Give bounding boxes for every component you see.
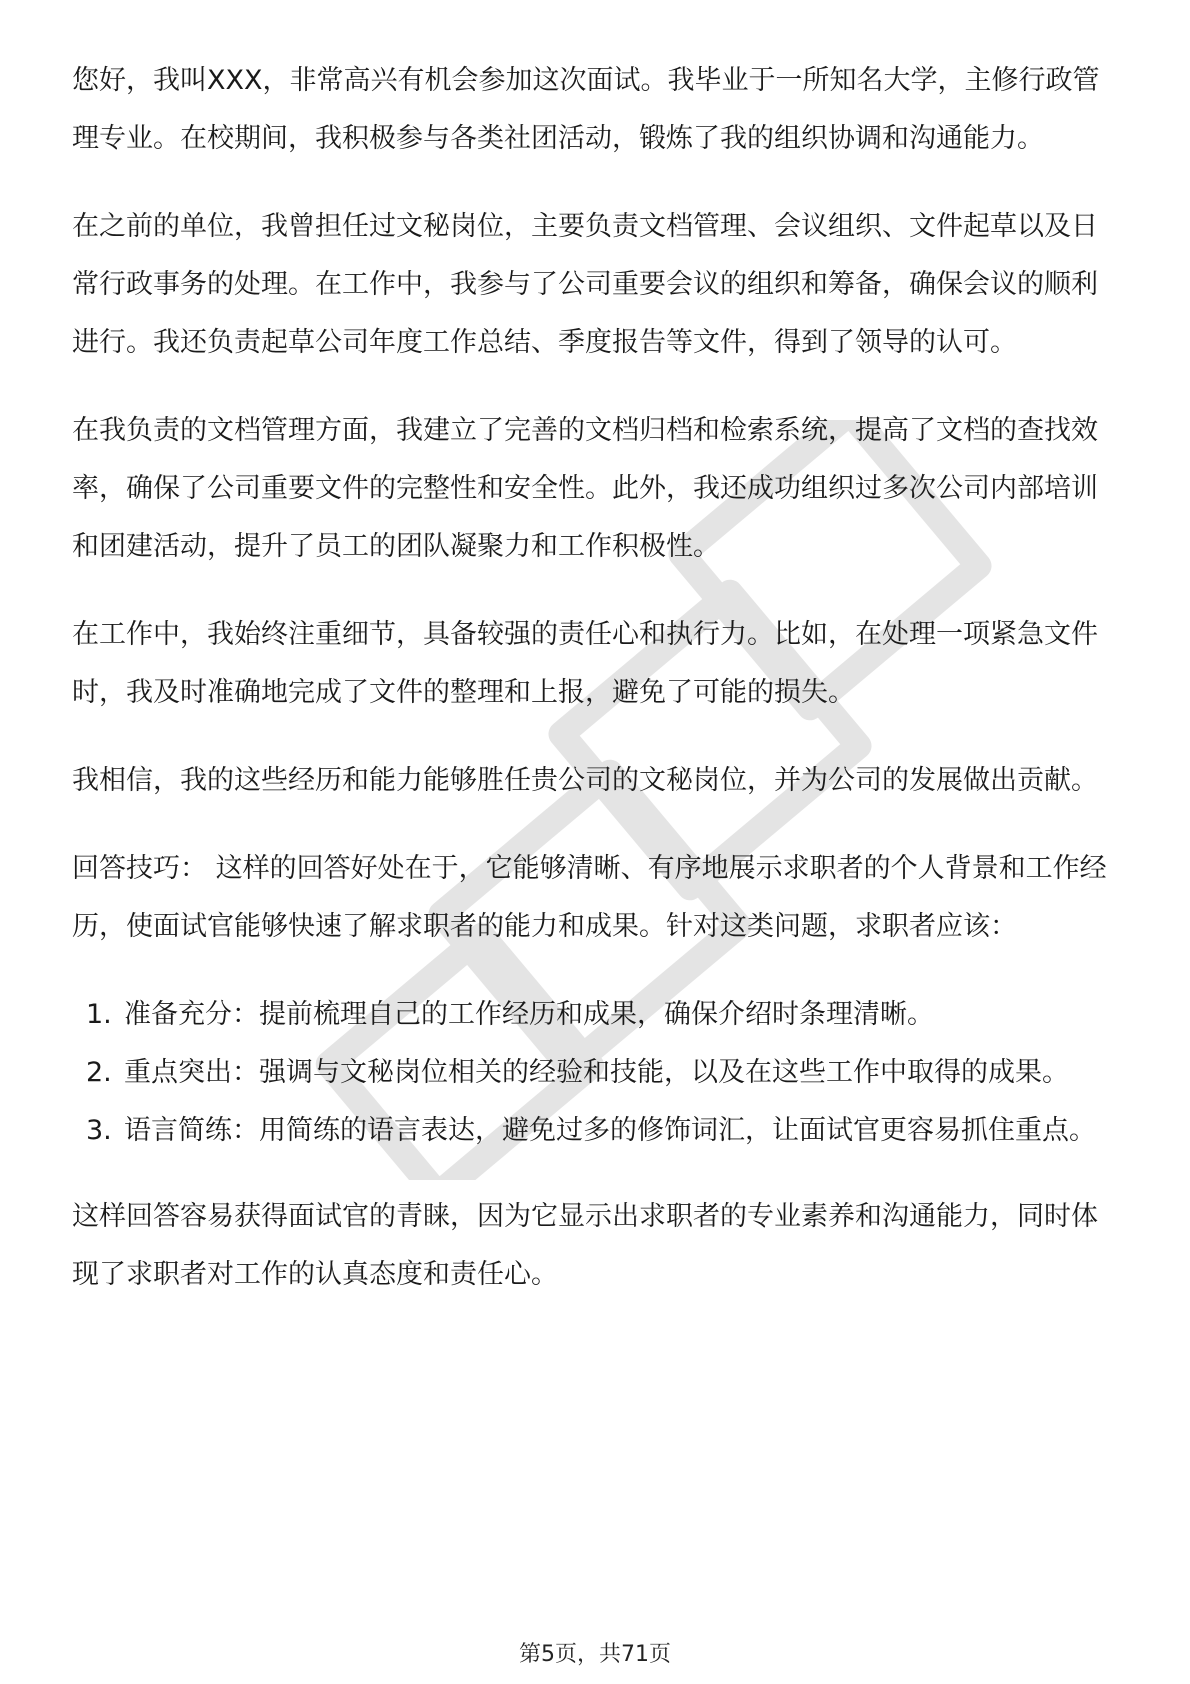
- list-item: [72, 1102, 1122, 1160]
- document-body: [72, 52, 1122, 1334]
- achievement-paragraph: 在我负责的文档管理方面，我建立了完善的文档归档和检索系统，提高了文档的查找效率，确保了公司重要文件的完整性和安全性。此外，我还成功组织过多次公司内部培训和团建活动，提升了员工的团队凝聚力和工作积极性。: [72, 415, 1098, 562]
- conclusion-paragraph: 我相信，我的这些经历和能力能够胜任贵公司的文秘岗位，并为公司的发展做出贡献。: [72, 765, 1098, 796]
- list-item: [72, 1044, 1122, 1102]
- page-footer: 第5页，共71页: [519, 1642, 671, 1667]
- experience-paragraph: 在之前的单位，我曾担任过文秘岗位，主要负责文档管理、会议组织、文件起草以及日常行政事务的处理。在工作中，我参与了公司重要会议的组织和筹备，确保会议的顺利进行。我还负责起草公司年度工作总结、季度报告等文件，得到了领导的认可。: [72, 211, 1098, 358]
- tips-intro-paragraph: 回答技巧： 这样的回答好处在于，它能够清晰、有序地展示求职者的个人背景和工作经历，使面试官能够快速了解求职者的能力和成果。针对这类问题，求职者应该：: [72, 853, 1107, 942]
- list-number: 2.: [86, 1057, 112, 1088]
- traits-paragraph: 在工作中，我始终注重细节，具备较强的责任心和执行力。比如，在处理一项紧急文件时，我及时准确地完成了文件的整理和上报，避免了可能的损失。: [72, 619, 1098, 708]
- list-item: [72, 986, 1122, 1044]
- list-text: 准备充分：提前梳理自己的工作经历和成果，确保介绍时条理清晰。: [124, 999, 934, 1030]
- list-text: 语言简练：用简练的语言表达，避免过多的修饰词汇，让面试官更容易抓住重点。: [124, 1115, 1096, 1146]
- list-text: 重点突出：强调与文秘岗位相关的经验和技能，以及在这些工作中取得的成果。: [124, 1057, 1069, 1088]
- list-number: 3.: [86, 1115, 112, 1146]
- closing-paragraph: 这样回答容易获得面试官的青睐，因为它显示出求职者的专业素养和沟通能力，同时体现了求职者对工作的认真态度和责任心。: [72, 1201, 1098, 1290]
- list-number: 1.: [86, 999, 112, 1030]
- tips-list: [72, 986, 1122, 1160]
- intro-paragraph: 您好，我叫XXX，非常高兴有机会参加这次面试。我毕业于一所知名大学，主修行政管理专业。在校期间，我积极参与各类社团活动，锻炼了我的组织协调和沟通能力。: [72, 65, 1100, 154]
